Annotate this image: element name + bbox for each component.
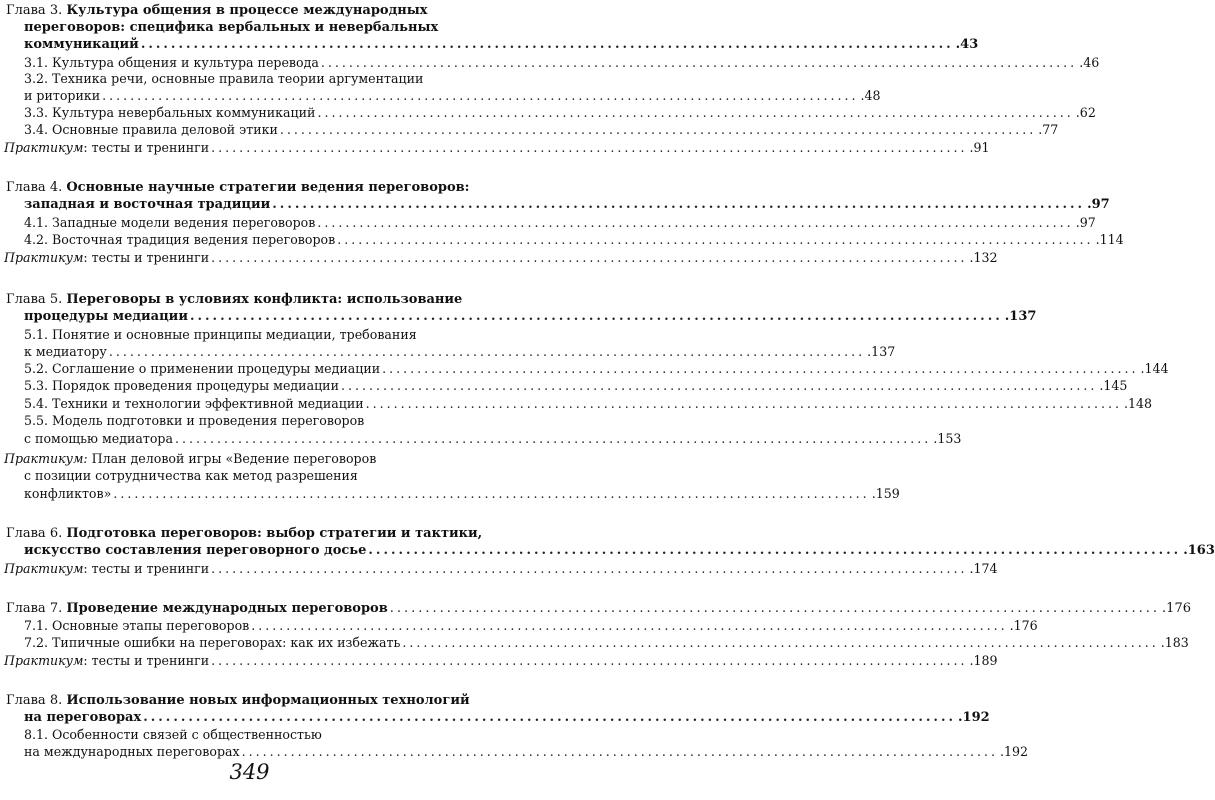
section-4-1-entry[interactable]: 4.1. Западные модели ведения переговоров ............................................................................................................ .97 (24, 215, 1096, 230)
section-7-2-entry[interactable]: 7.2. Типичные ошибки на переговорах: как их избежать ............................................................................................................ .183 (24, 635, 1189, 650)
chapter-3-prefix: Глава 3. (6, 3, 67, 18)
section-3-2-line1: 3.2. Техника речи, основные правила теории аргументации (24, 71, 424, 86)
section-5-4-entry[interactable]: 5.4. Техники и технологии эффективной медиации ............................................................................................................ .148 (24, 396, 1153, 411)
section-8-1-entry[interactable]: на международных переговорах ............................................................................................................ .192 (24, 744, 1029, 759)
page-number: 349 (229, 760, 270, 784)
section-5-2-entry[interactable]: 5.2. Соглашение о применении процедуры медиации ............................................................................................................ .144 (24, 361, 1169, 376)
chapter-3-title-line2: переговоров: специфика вербальных и невербальных (24, 20, 439, 35)
practicum-3-entry[interactable]: Практикум: тесты и тренинги ............................................................................................................ .91 (4, 140, 990, 155)
section-3-4-entry[interactable]: 3.4. Основные правила деловой этики ............................................................................................................ .77 (24, 122, 1059, 137)
section-4-2-entry[interactable]: 4.2. Восточная традиция ведения переговоров ............................................................................................................ .114 (24, 232, 1124, 247)
chapter-3-title-line1 (6, 3, 499, 18)
chapter-3-entry[interactable]: коммуникаций ............................................................................................................ .43 (24, 37, 979, 52)
chapter-5-title-line1: Глава 5. Переговоры в условиях конфликта: использование (6, 292, 463, 307)
chapter-8-entry[interactable]: на переговорах ............................................................................................................ .192 (24, 710, 990, 725)
chapter-7-entry[interactable]: Глава 7. Проведение международных переговоров ............................................................................................................ .176 (6, 601, 1191, 616)
practicum-5-entry[interactable]: конфликтов» ............................................................................................................ .159 (24, 486, 900, 501)
section-5-1-entry[interactable]: к медиатору ............................................................................................................ .137 (24, 344, 896, 359)
section-5-5-line1: 5.5. Модель подготовки и проведения переговоров (24, 413, 365, 428)
section-3-1-entry[interactable]: 3.1. Культура общения и культура перевода ............................................................................................................ .46 (24, 55, 1100, 70)
chapter-5-entry[interactable]: процедуры медиации ............................................................................................................ .137 (24, 309, 1037, 324)
practicum-5-line2: с позиции сотрудничества как метод разрешения (24, 468, 358, 483)
chapter-4-title: Основные научные стратегии ведения переговоров: (66, 180, 470, 195)
section-3-3-entry[interactable]: 3.3. Культура невербальных коммуникаций ............................................................................................................ .62 (24, 105, 1096, 120)
chapter-3-page: .43 (955, 37, 979, 52)
chapter-6-title: Подготовка переговоров: выбор стратегии и тактики, (66, 526, 483, 541)
section-7-1-entry[interactable]: 7.1. Основные этапы переговоров ............................................................................................................ .176 (24, 618, 1038, 633)
practicum-6-entry[interactable]: Практикум: тесты и тренинги ............................................................................................................ .174 (4, 561, 998, 576)
practicum-4-entry[interactable]: Практикум: тесты и тренинги ............................................................................................................ .132 (4, 250, 998, 265)
section-5-1-line1: 5.1. Понятие и основные принципы медиации, требования (24, 327, 417, 342)
section-3-2-entry[interactable]: и риторики ............................................................................................................ .48 (24, 88, 881, 103)
chapter-6-title-line1: Глава 6. Подготовка переговоров: выбор стратегии и тактики, (6, 526, 483, 541)
chapter-3-title: Культура общения в процессе международных (66, 3, 428, 18)
chapter-7-title: Проведение международных переговоров (66, 601, 388, 616)
chapter-5-title: Переговоры в условиях конфликта: использование (66, 292, 463, 307)
chapter-4-title-line1: Глава 4. Основные научные стратегии ведения переговоров: (6, 180, 470, 195)
section-5-3-entry[interactable]: 5.3. Порядок проведения процедуры медиации ............................................................................................................ .145 (24, 378, 1128, 393)
chapter-8-title: Использование новых информационных технологий (66, 693, 470, 708)
chapter-4-entry[interactable]: западная и восточная традиции ............................................................................................................ .97 (24, 197, 1110, 212)
chapter-6-entry[interactable]: искусство составления переговорного досье ............................................................................................................ .163 (24, 543, 1215, 558)
section-8-1-line1: 8.1. Особенности связей с общественностью (24, 727, 322, 742)
section-5-5-entry[interactable]: с помощью медиатора ............................................................................................................ .153 (24, 431, 962, 446)
practicum-5-line1: Практикум: План деловой игры «Ведение переговоров (4, 451, 377, 466)
chapter-8-title-line1: Глава 8. Использование новых информационных технологий (6, 693, 470, 708)
practicum-7-entry[interactable]: Практикум: тесты и тренинги ............................................................................................................ .189 (4, 653, 998, 668)
